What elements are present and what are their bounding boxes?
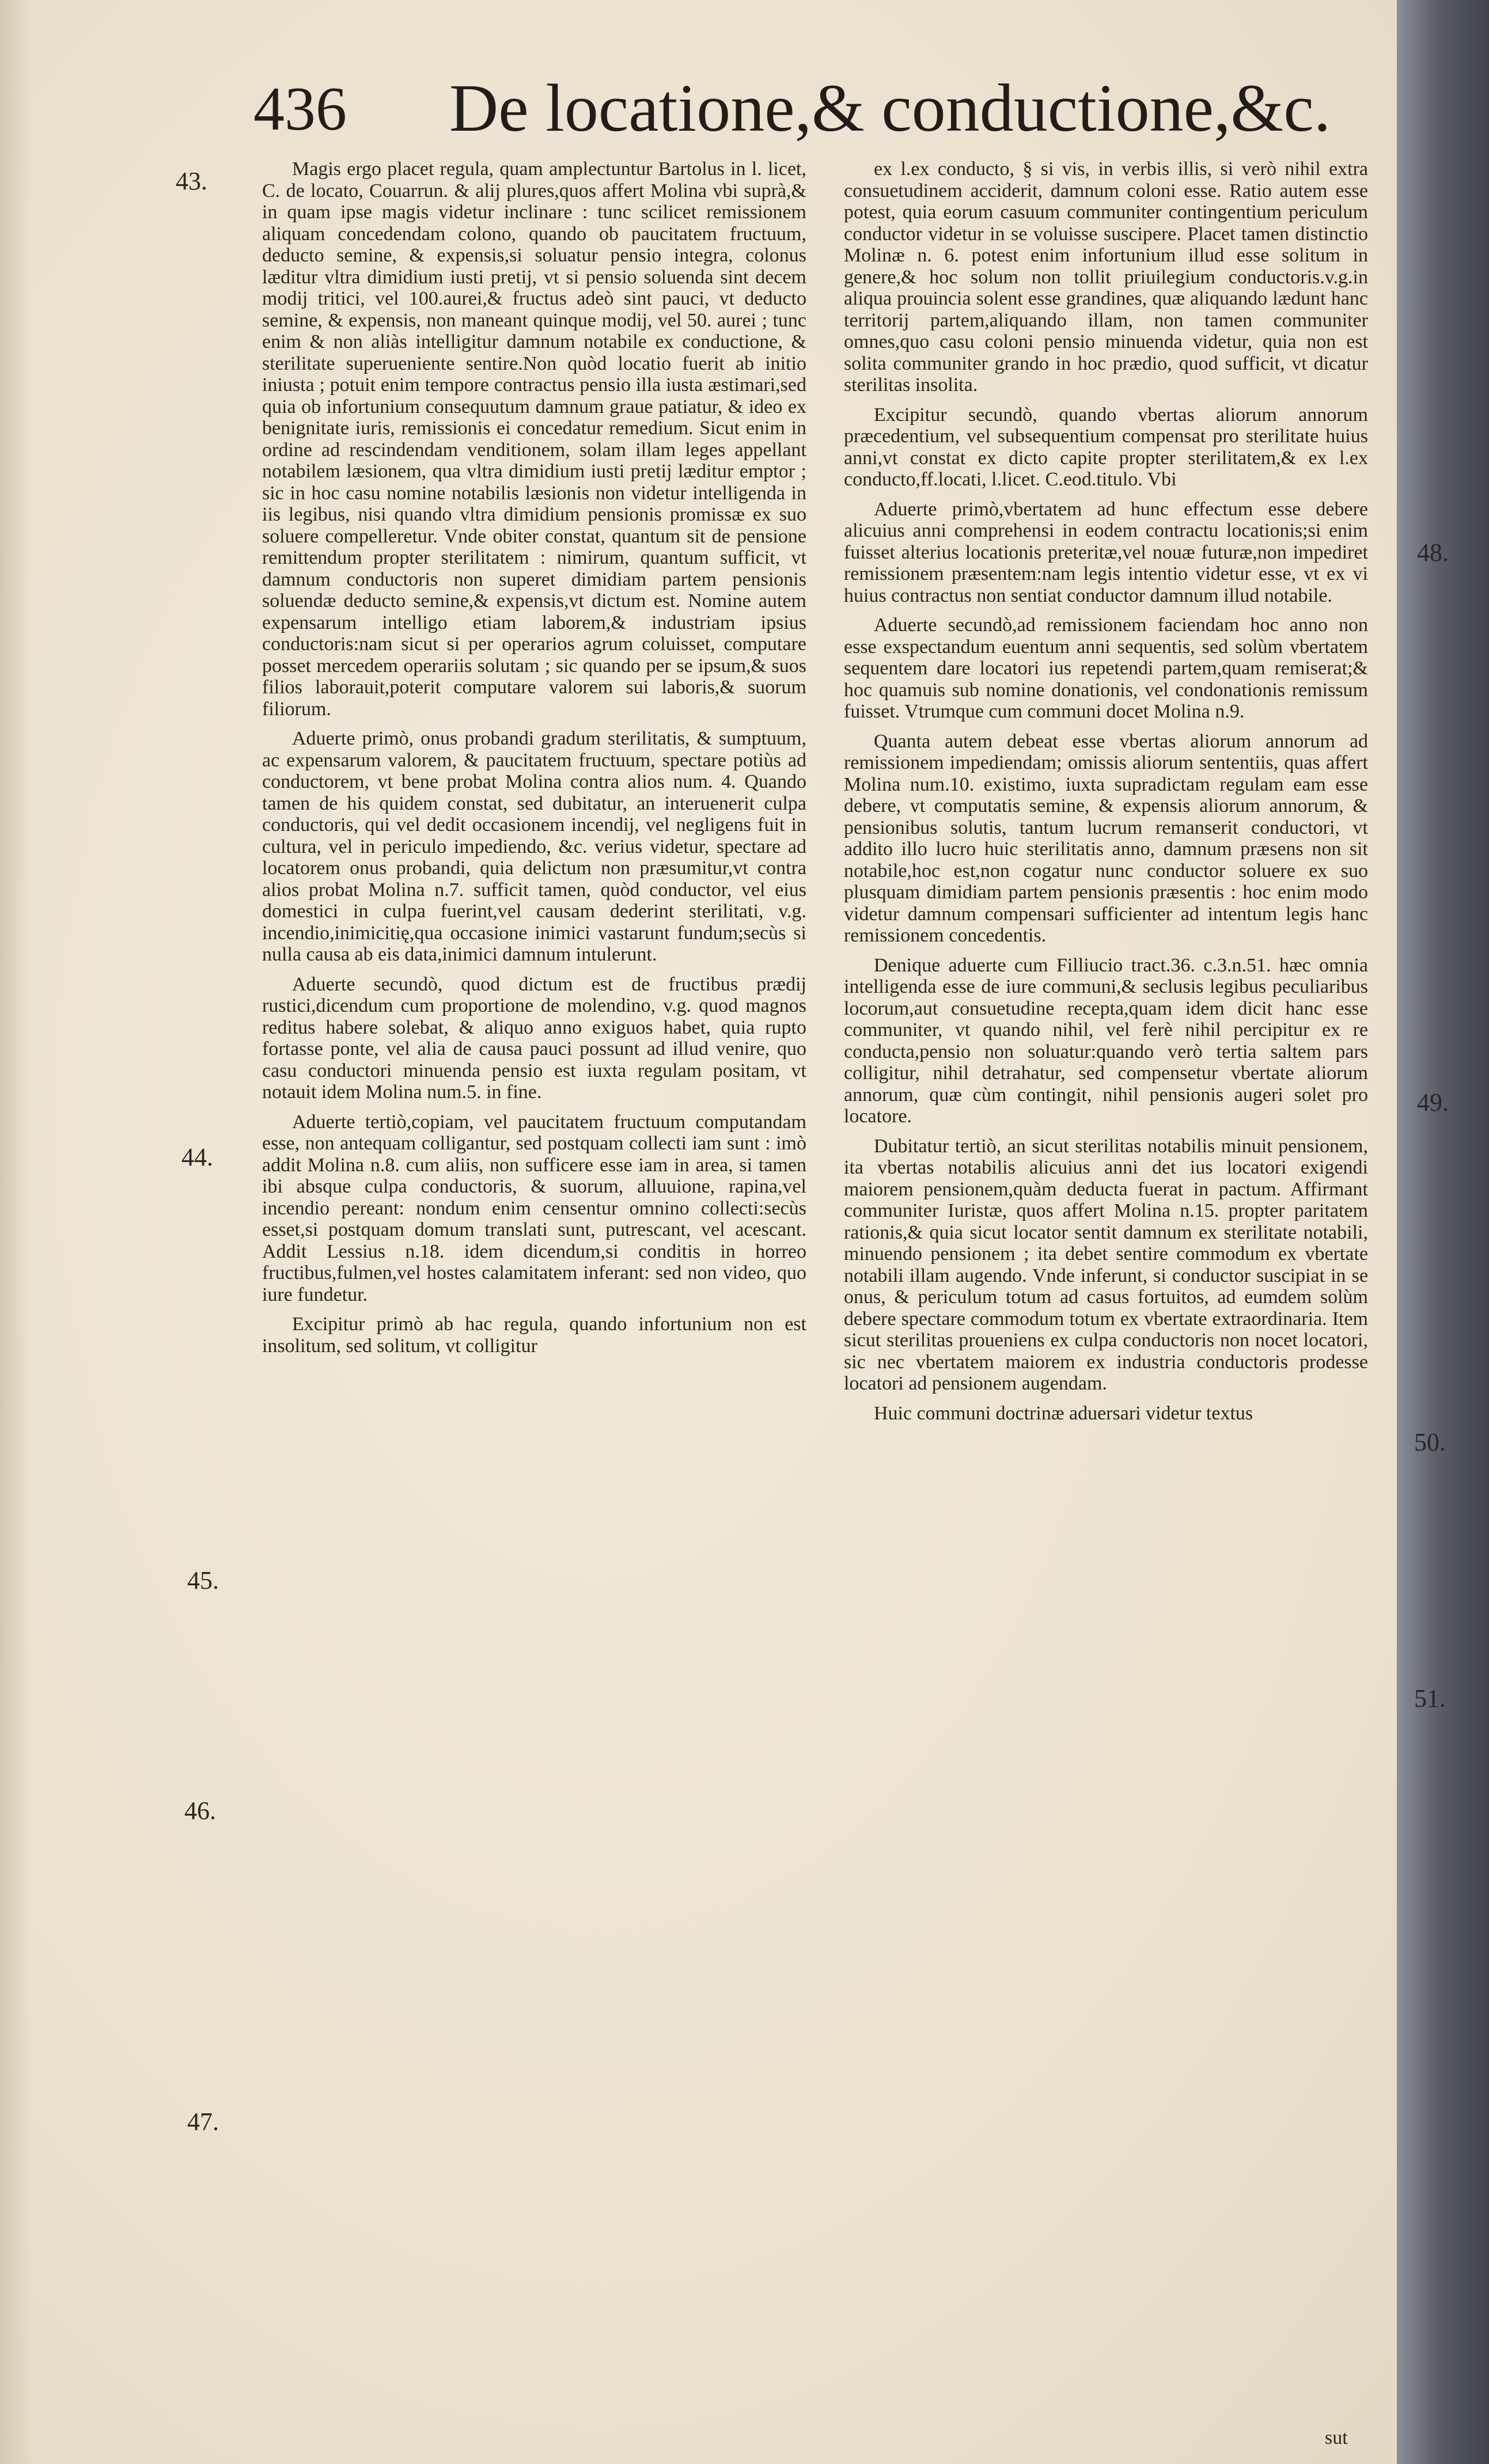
paragraph-47: Excipitur primò ab hac regula, quando infortunium non est insolitum, sed solitum, vt colligitur: [262, 1313, 806, 1357]
marginal-number-49: 49.: [1417, 1088, 1449, 1117]
page-number: 436: [253, 75, 347, 143]
paragraph-48: Excipitur secundò, quando vbertas aliorum annorum præcedentium, vel subsequentium compensat pro sterilitate huius anni,vt constat ex dicto capite propter sterilitatem,& ex l.ex conducto,ff.locati, l.licet. C.eod.titulo. Vbi: [844, 404, 1368, 490]
paragraph-50: Denique aduerte cum Filliucio tract.36. c.3.n.51. hæc omnia intelligenda esse de iure communi,& seclusis legibus peculiaribus locorum,aut consuetudine recepta,quam idem dicit hanc esse communiter, vt quando nihil, vel ferè nihil percipitur ex re conducta,pensio non soluatur:quando verò tertia saltem pars colligitur, nihil detrahatur, sed compensetur vbertate aliorum annorum, quæ cùm contingit, nihil pensionis augeri solet pro locatore.: [844, 954, 1368, 1127]
marginal-number-48: 48.: [1417, 538, 1449, 567]
marginal-number-45: 45.: [187, 1566, 219, 1594]
page-header: [253, 55, 1359, 155]
paragraph-right-last: Huic communi doctrinæ aduersari videtur textus: [874, 1402, 1253, 1424]
paragraph-44: Aduerte primò, onus probandi gradum sterilitatis, & sumptuum, ac expensarum valorem, & paucitatem fructuum, spectare potiùs ad conductorem, vt bene probat Molina contra alios num. 4. Quando tamen de his quidem constat, sed dubitatur, an interuenerit culpa conductoris, qui vel dedit occasionem incendij, vel negligens fuit in cultura, vel in periculo impediendo, &c. verius videtur, spectare ad locatorem onus probandi, quia delictum non præsumitur,vt contra alios probat Molina n.7. sufficit tamen, quòd conductor, vel eius domestici in culpa fuerint,vel causam dederint sterilitati, v.g. incendio,inimicitię,qua occasione inimici vastarunt fundum;secùs si nulla causa ab eis data,inimici damnum intulerunt.: [262, 728, 806, 965]
marginal-number-47: 47.: [187, 2108, 219, 2136]
catchword: sut: [1325, 2427, 1348, 2448]
paragraph-right-4: Aduerte secundò,ad remissionem faciendam hoc anno non esse exspectandum euentum anni sequentis, sed solùm vbertatem sequentem dare locatori ius repetendi partem,quam remiserat;& hoc quamuis sub nomine donationis, vel condonationis remissum fuisset. Vtrumque cum communi docet Molina n.9.: [844, 614, 1368, 722]
right-column: [844, 158, 1368, 1432]
paragraph-right-1: ex l.ex conducto, § si vis, in verbis illis, si verò nihil extra consuetudinem acciderit, damnum coloni esse. Ratio autem esse potest, quia eorum casuum communiter contingentium periculum conductor videtur in se voluisse suscipere. Placet tamen distinctio Molinæ n. 6. potest enim infortunium illud esse solitum in genere,& hoc solum non tollit priuilegium conductoris.v.g.in aliqua prouincia solent esse grandines, quæ aliquando lædunt hanc territorij partem,aliquando illam, non tamen communiter omnes,quo casu coloni pensio minuenda videtur, quia non est solita communiter grando in hoc prædio, quod sufficit, vt dicatur sterilitas insolita.: [844, 158, 1368, 396]
paragraph-right-3: Aduerte primò,vbertatem ad hunc effectum esse debere alicuius anni comprehensi in eodem contractu locationis;si enim fuisset alterius locationis preteritæ,vel nouæ futuræ,non impediret remissionem præsentem:nam legis intentio videtur esse, vt ex vi huius contractus non sentiat conductor damnum illud notabile.: [844, 498, 1368, 606]
marginal-number-50: 50.: [1414, 1428, 1446, 1456]
marginal-number-51: 51.: [1414, 1684, 1446, 1713]
marginal-number-43: 43.: [176, 167, 207, 195]
paragraph-49: Quanta autem debeat esse vbertas aliorum annorum ad remissionem impediendam; omissis aliorum sententiis, quas affert Molina num.10. existimo, iuxta supradictam regulam eam esse debere, vt computatis semine, & expensis aliorum annorum, & pensionibus solutis, tantum lucrum remanserit conductori, vt addito illo lucro huic sterilitatis anno, damnum præsens non sit notabile,hoc est,non cogatur nunc conductor soluere ex suo plusquam dimidiam partem pensionis præsentis : hoc enim modo videtur damnum compensari sufficienter ad intentum legis hanc remissionem concedentis.: [844, 730, 1368, 946]
paragraph-43: Magis ergo placet regula, quam amplectuntur Bartolus in l. licet, C. de locato, Couarrun. & alij plures,quos affert Molina vbi suprà,& in quam ipse magis videtur inclinare : tunc scilicet remissionem aliquam concedendam colono, quando ob paucitatem fructuum, deducto semine, & expensis,si soluatur pensio integra, colonus læditur vltra dimidium iusti pretij, vt si pensio soluenda sint decem modij tritici, vel 100.aurei,& fructus adeò sint pauci, vt deducto semine, & expensis, non maneant quinque modij, vel 50. aurei ; tunc enim & non aliàs intelligitur damnum notabile ex conductione, & sterilitate superueniente sentire.Non quòd locatio fuerit ab initio iniusta ; potuit enim tempore contractus pensio illa iusta æstimari,sed quia ob infortunium consequutum damnum graue patiatur, & ideo ex benignitate iuris, remissionis ei concedatur remedium. Sicut enim in ordine ad rescindendam venditionem, solam illam leges appellant notabilem læsionem, qua vltra dimidium iusti pretij læditur emptor ; sic in hoc casu nomine notabilis læsionis non videtur intelligenda in iis legibus, nisi quando vltra dimidium pensionis promissæ ex suo soluere compelleretur. Vnde obiter constat, quantum sit de pensione remittendum propter sterilitatem : nimirum, quantum sufficit, vt damnum conductoris non superet dimidiam partem pensionis soluendæ deducto semine,& expensis,vt dictum est. Nomine autem expensarum intelligo etiam laborem,& industriam ipsius conductoris:nam sicut si per operarios agrum coluisset, computare posset mercedem operariis solutam ; sic quando per se ipsum,& suos filios laborauit,poterit computare valorem sui laboris,& suorum filiorum.: [262, 158, 806, 720]
page-gutter-shadow: [0, 0, 32, 2464]
paragraph-51: Dubitatur tertiò, an sicut sterilitas notabilis minuit pensionem, ita vbertas notabilis alicuius anni det ius locatori exigendi maiorem pensionem,quàm deducta fuerat in pactum. Affirmant communiter Iuristæ, quos affert Molina n.15. propter paritatem rationis,& quia sicut locator sentit damnum ex sterilitate notabili, minuendo pensionem ; ita debet sentire commodum ex vbertate notabili illam augendo. Vnde inferunt, si conductor suscipiat in se onus, & periculum totum ad casus fortuitos, ad eumdem solùm debere spectare commodum totum ex vbertate extraordinaria. Item sicut sterilitas proueniens ex culpa conductoris non nocet locatori, sic nec vbertatem maiorem ex industria conductoris prodesse locatori ad pensionem augendam.: [844, 1135, 1368, 1394]
marginal-number-46: 46.: [184, 1797, 216, 1825]
marginal-number-44: 44.: [181, 1143, 213, 1171]
left-column: [262, 158, 806, 1365]
binding-board: [1397, 0, 1489, 2464]
running-title: De locatione,& conductione,&c.: [449, 70, 1331, 146]
paragraph-45: Aduerte secundò, quod dictum est de fructibus prædij rustici,dicendum cum proportione de molendino, v.g. quod magnos reditus habere solebat, & aliquo anno exiguos habet, quia rupto fortasse ponte, vel alia de causa pauci possunt ad illud venire, quo casu conductori minuenda pensio est iuxta regulam positam, vt notauit idem Molina num.5. in fine.: [262, 973, 806, 1103]
paragraph-46: Aduerte tertiò,copiam, vel paucitatem fructuum computandam esse, non antequam colligantur, sed postquam collecti iam sunt : imò addit Molina n.8. cum aliis, non sufficere esse iam in area, si tamen ibi absque culpa conductoris, & suorum, alluuione, rapina,vel incendio pereant: nondum enim censentur omnino collecti:secùs esset,si postquam domum translati sunt, putrescant, vel acescant. Addit Lessius n.18. idem dicendum,si conditis in horreo fructibus,fulmen,vel hostes calamitatem inferant: sed non video, quo iure fundetur.: [262, 1111, 806, 1305]
